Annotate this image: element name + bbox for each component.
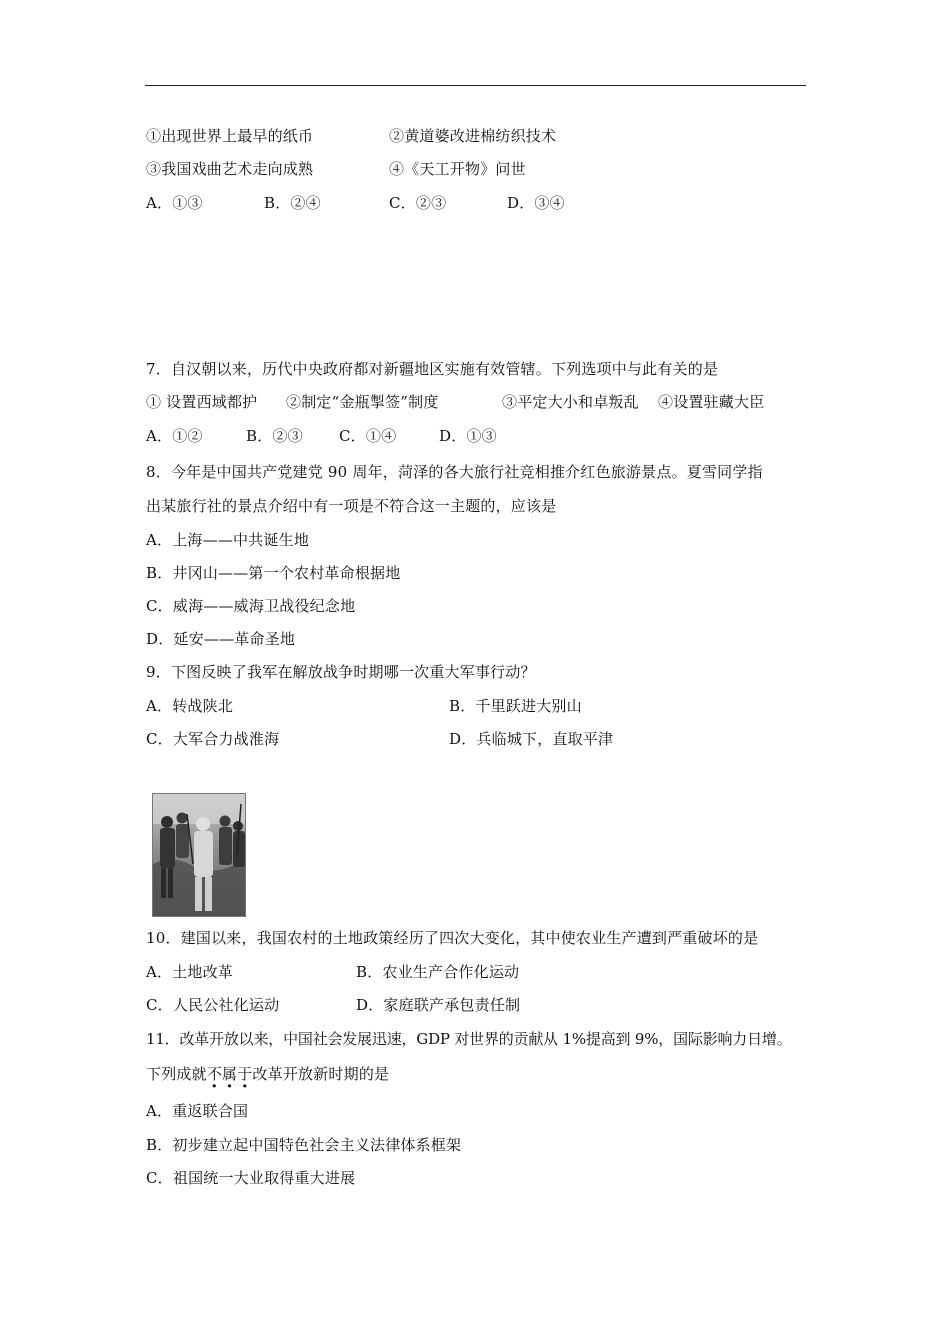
q11-stem-line1: 11．改革开放以来，中国社会发展迅速，GDP 对世界的贡献从 1%提高到 9%，国际影响力日增。 [146,1030,792,1048]
q11-choice-c: C．祖国统一大业取得重大进展 [146,1169,356,1187]
q6-choice-d: D．③④ [507,194,565,212]
q6-option-3: ③我国戏曲艺术走向成熟 [146,160,314,178]
q6-choice-b: B．②④ [264,194,321,212]
header-rule [145,85,806,86]
q8-choice-b: B．井冈山——第一个农村革命根据地 [146,564,401,582]
q11-emphasis-text [207,1065,253,1083]
q7-choice-b: B．②③ [246,427,303,445]
q7-option-2: ②制定“金瓶掣签”制度 [286,393,439,411]
q11-stem-pre: 下列成就 [146,1065,207,1083]
q6-choice-a: A．①③ [146,194,203,212]
q8-choice-d: D．延安——革命圣地 [146,630,296,648]
soldiers-photo-image [153,794,245,916]
q11-stem-post: 改革开放新时期的是 [252,1065,390,1083]
q7-choice-a: A．①② [146,427,203,445]
q10-choice-a: A．土地改革 [146,963,234,981]
q6-choice-c: C．②③ [389,194,447,212]
q6-option-2: ②黄道婆改进棉纺织技术 [389,127,557,145]
q9-choice-b: B．千里跃进大别山 [449,697,582,715]
q9-choice-a: A．转战陕北 [146,697,234,715]
q9-historical-photo [152,793,246,917]
q7-choice-d: D．①③ [439,427,497,445]
q7-stem: 7．自汉朝以来，历代中央政府都对新疆地区实施有效管辖。下列选项中与此有关的是 [146,360,719,378]
q9-stem: 9．下图反映了我军在解放战争时期哪一次重大军事行动？ [146,663,536,681]
q7-option-1: ① 设置西域都护 [146,393,258,411]
q8-stem-line2: 出某旅行社的景点介绍中有一项是不符合这一主题的，应该是 [146,497,557,515]
q10-choice-b: B．农业生产合作化运动 [356,963,520,981]
q11-choice-b: B．初步建立起中国特色社会主义法律体系框架 [146,1136,462,1154]
q6-option-1: ①出现世界上最早的纸币 [146,127,314,145]
q7-choice-c: C．①④ [339,427,397,445]
q8-choice-a: A．上海——中共诞生地 [146,531,310,549]
q9-choice-d: D．兵临城下，直取平津 [449,730,614,748]
q11-emphasis [207,1065,253,1083]
q8-stem-line1: 8．今年是中国共产党建党 90 周年，菏泽的各大旅行社竞相推介红色旅游景点。夏雪同学指 [146,463,763,481]
q7-option-4: ④设置驻藏大臣 [658,393,765,411]
q11-stem-line2 [146,1064,389,1084]
q10-choice-d: D．家庭联产承包责任制 [356,996,521,1014]
q11-choice-a: A．重返联合国 [146,1102,249,1120]
q9-choice-c: C．大军合力战淮海 [146,730,280,748]
q7-option-3: ③平定大小和卓叛乱 [502,393,639,411]
emphasis-char: 不 [206,1065,223,1083]
q10-stem: 10．建国以来，我国农村的土地政策经历了四次大变化，其中使农业生产遭到严重破坏的是 [146,929,759,947]
q6-option-4: ④《天工开物》问世 [389,160,526,178]
q10-choice-c: C．人民公社化运动 [146,996,280,1014]
q8-choice-c: C．威海——威海卫战役纪念地 [146,597,356,615]
emphasis-char: 于 [237,1065,253,1083]
emphasis-char: 属 [222,1065,238,1083]
